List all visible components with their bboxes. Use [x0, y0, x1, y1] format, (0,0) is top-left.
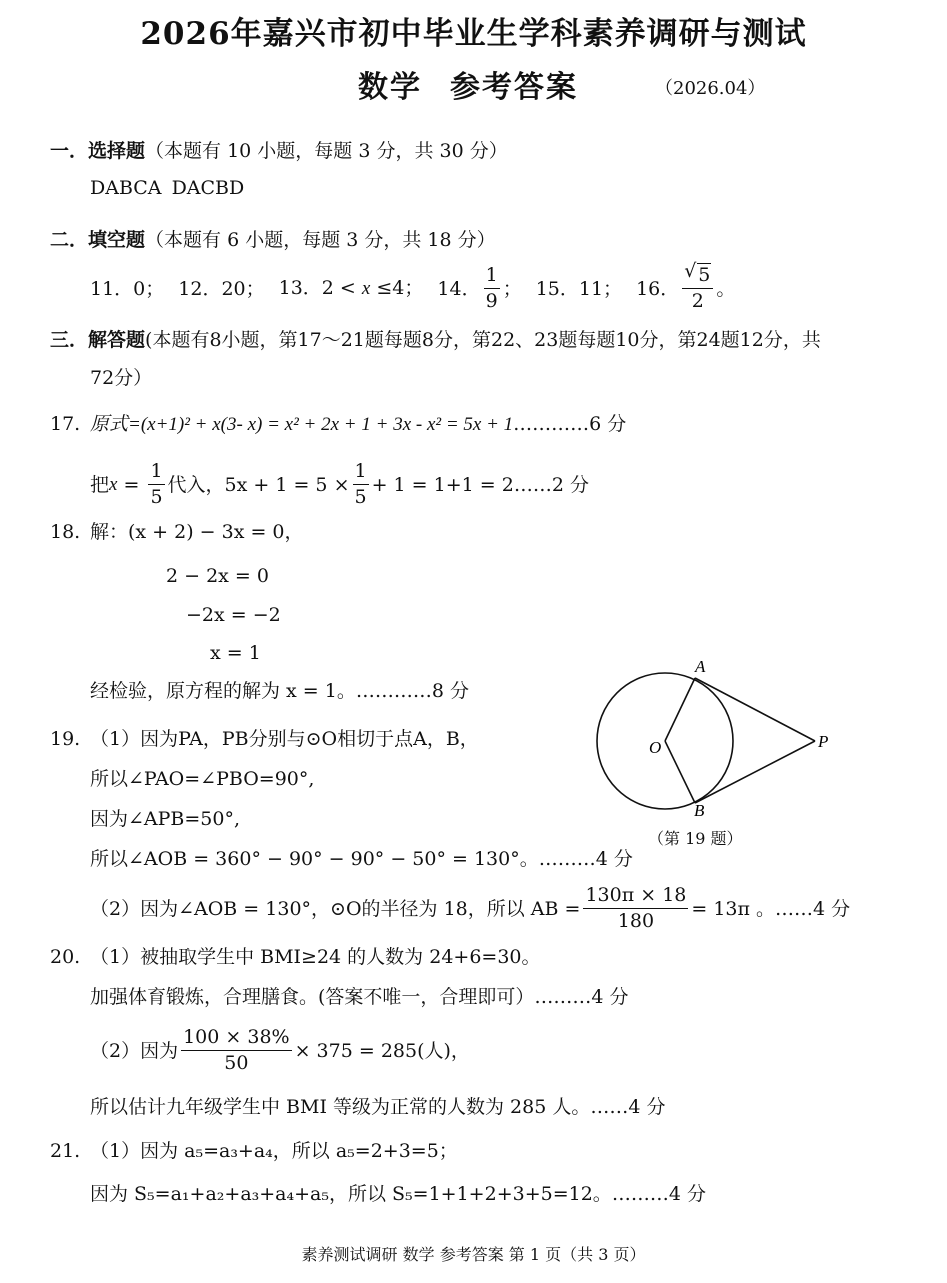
q20-conclusion: 所以估计九年级学生中 BMI 等级为正常的人数为 285 人。: [90, 1096, 591, 1118]
section-1-answers: DABCA DACBD: [90, 177, 245, 199]
q18-line-4: x = 1: [210, 642, 261, 664]
answer-14-pre: 14．: [437, 277, 481, 300]
q20-line-1: （1）被抽取学生中 BMI≥24 的人数为 24+6=30。: [90, 946, 541, 968]
label-p: P: [818, 732, 829, 751]
q17-frac2-num: 1: [353, 462, 369, 485]
q19-frac-den: 180: [617, 910, 655, 932]
q17-mid: 代入，5x + 1 = 5 ×: [167, 473, 350, 496]
answer-13: [279, 274, 424, 303]
answer-13-pre: 13．2 <: [278, 277, 356, 299]
q17-score-2: ……2 分: [513, 473, 589, 496]
q17-expression: 原式=(x+1)² + x(3- x) = x² + 2x + 1 + 3x - x² = 5x + 1: [90, 414, 514, 435]
q19-figure: [588, 650, 838, 850]
q17-frac1-den: 5: [150, 486, 163, 508]
section-1-heading: [50, 137, 508, 165]
answer-16-fraction: [682, 260, 713, 312]
q20-suggestion: 加强体育锻炼，合理膳食。(答案不唯一，合理即可）: [90, 986, 535, 1008]
answer-11: 11．0；: [90, 277, 165, 300]
q20-fraction: [181, 1028, 292, 1073]
segment-oa: [665, 678, 695, 741]
q19-line-2: 所以∠PAO=∠PBO=90°,: [90, 768, 315, 790]
answer-14: [437, 266, 521, 311]
q21-number: 21.: [50, 1140, 81, 1162]
answer-16-post: 。: [716, 277, 736, 300]
q19-part2-post: = 13π 。: [691, 897, 776, 920]
section-3-desc-cont: 72分）: [90, 367, 153, 389]
q21-line-1: （1）因为 a₅=a₃+a₄，所以 a₅=2+3=5；: [90, 1140, 458, 1162]
q20-line-3: [90, 1028, 470, 1073]
q20-score-1: ………4 分: [534, 986, 629, 1008]
answer-16-pre: 16．: [636, 277, 680, 300]
section-3-number: 三．: [50, 329, 89, 351]
q20-part2-post: × 375 = 285(人)，: [294, 1039, 470, 1062]
q19-part2-pre: （2）因为∠AOB = 130°，⊙O的半径为 18，所以 AB =: [90, 897, 581, 920]
answer-14-den: 9: [485, 290, 498, 312]
q20-score-2: ……4 分: [590, 1096, 666, 1118]
answer-16: [636, 260, 736, 312]
q20-frac-den: 50: [224, 1052, 249, 1074]
q17-line-2: [90, 462, 589, 507]
q19-aob: 所以∠AOB = 360° − 90° − 90° − 50° = 130°。: [90, 848, 539, 870]
q20-part2-pre: （2）因为: [90, 1039, 179, 1062]
subject-label: 数学: [358, 70, 422, 105]
answer-15: 15．11；: [535, 277, 623, 300]
q20-line-4: [90, 1093, 666, 1121]
q21-score: ………4 分: [611, 1183, 706, 1205]
tangent-pb: [695, 741, 815, 803]
answer-13-var: x: [361, 278, 371, 299]
answer-16-radicand: 5: [698, 264, 711, 286]
answer-14-num: 1: [484, 266, 500, 289]
q18-number: 18.: [50, 521, 81, 543]
radical-icon: √: [684, 260, 697, 282]
q19-score-1: ………4 分: [538, 848, 633, 870]
section-1-number: 一．: [50, 140, 89, 162]
label-o: O: [649, 738, 662, 757]
section-2-number: 二．: [50, 229, 89, 251]
q19-score-2: ……4 分: [775, 897, 851, 920]
q20-frac-num: 100 × 38%: [181, 1028, 292, 1051]
label-b: B: [694, 801, 705, 820]
page-footer: 素养测试调研 数学 参考答案 第 1 页（共 3 页）: [301, 1245, 646, 1264]
q18-line-5: [90, 677, 469, 705]
q18-line-3: −2x = −2: [186, 604, 281, 626]
q21-sum: 因为 S₅=a₁+a₂+a₃+a₄+a₅，所以 S₅=1+1+2+3+5=12。: [90, 1183, 612, 1205]
answer-16-num-wrap: [682, 260, 713, 289]
answer-13-post: ≤4；: [376, 277, 424, 299]
q19-caption: （第 19 题）: [648, 829, 743, 848]
q17-fraction-2: [353, 462, 369, 507]
section-1-desc: （本题有 10 小题，每题 3 分，共 30 分）: [145, 140, 508, 162]
q20-line-2: [90, 983, 629, 1011]
sqrt-sign: [684, 260, 711, 286]
answer-16-den: 2: [691, 290, 704, 312]
q18-line-2: 2 − 2x = 0: [166, 565, 269, 587]
doc-type-label: 参考答案: [450, 70, 578, 105]
q19-fraction: [583, 886, 688, 931]
q19-line-4: [90, 845, 633, 873]
q19-line-3: 因为∠APB=50°,: [90, 808, 241, 830]
q20-number: 20.: [50, 946, 81, 968]
q17-post: + 1 = 1+1 = 2: [371, 473, 514, 496]
q17-frac1-num: 1: [148, 462, 164, 485]
section-3-desc: (本题有8小题，第17～21题每题8分，第22、23题每题10分，第24题12分，共: [145, 329, 821, 351]
q19-line-1: （1）因为PA，PB分别与⊙O相切于点A，B，: [90, 728, 479, 750]
section-2-name: 填空题: [88, 229, 146, 251]
q21-line-2: [90, 1180, 706, 1208]
q18-line-1: 解：(x + 2) − 3x = 0，: [90, 521, 304, 543]
section-3-heading: [50, 326, 821, 354]
section-2-desc: （本题有 6 小题，每题 3 分，共 18 分）: [145, 229, 496, 251]
exam-date: （2026.04）: [655, 78, 766, 99]
answer-12: 12．20；: [178, 277, 265, 300]
q17-eq: =: [117, 473, 146, 496]
answer-14-fraction: [484, 266, 500, 311]
q17-var: x: [109, 473, 118, 495]
q17-frac2-den: 5: [354, 486, 367, 508]
answer-14-post: ；: [502, 277, 522, 300]
section-2-heading: [50, 226, 496, 254]
q17-substitute-label: 把: [90, 473, 110, 496]
section-3-name: 解答题: [88, 329, 146, 351]
section-1-name: 选择题: [88, 140, 146, 162]
q19-line-5: [90, 886, 850, 931]
tangent-pa: [695, 678, 815, 741]
subtitle: [358, 62, 578, 106]
q17-number: 17.: [50, 413, 81, 435]
q17-line-1: [90, 410, 626, 439]
segment-ob: [665, 741, 695, 803]
section-2-answers: [90, 260, 736, 312]
label-a: A: [695, 657, 706, 676]
q19-frac-num: 130π × 18: [583, 886, 688, 909]
q17-score-1: …………6 分: [513, 413, 627, 435]
q18-score: …………8 分: [355, 680, 469, 702]
q19-number: 19.: [50, 728, 81, 750]
q17-fraction-1: [148, 462, 164, 507]
page-title: 2026年嘉兴市初中毕业生学科素养调研与测试: [140, 16, 807, 52]
q18-conclusion: 经检验，原方程的解为 x = 1。: [90, 680, 356, 702]
